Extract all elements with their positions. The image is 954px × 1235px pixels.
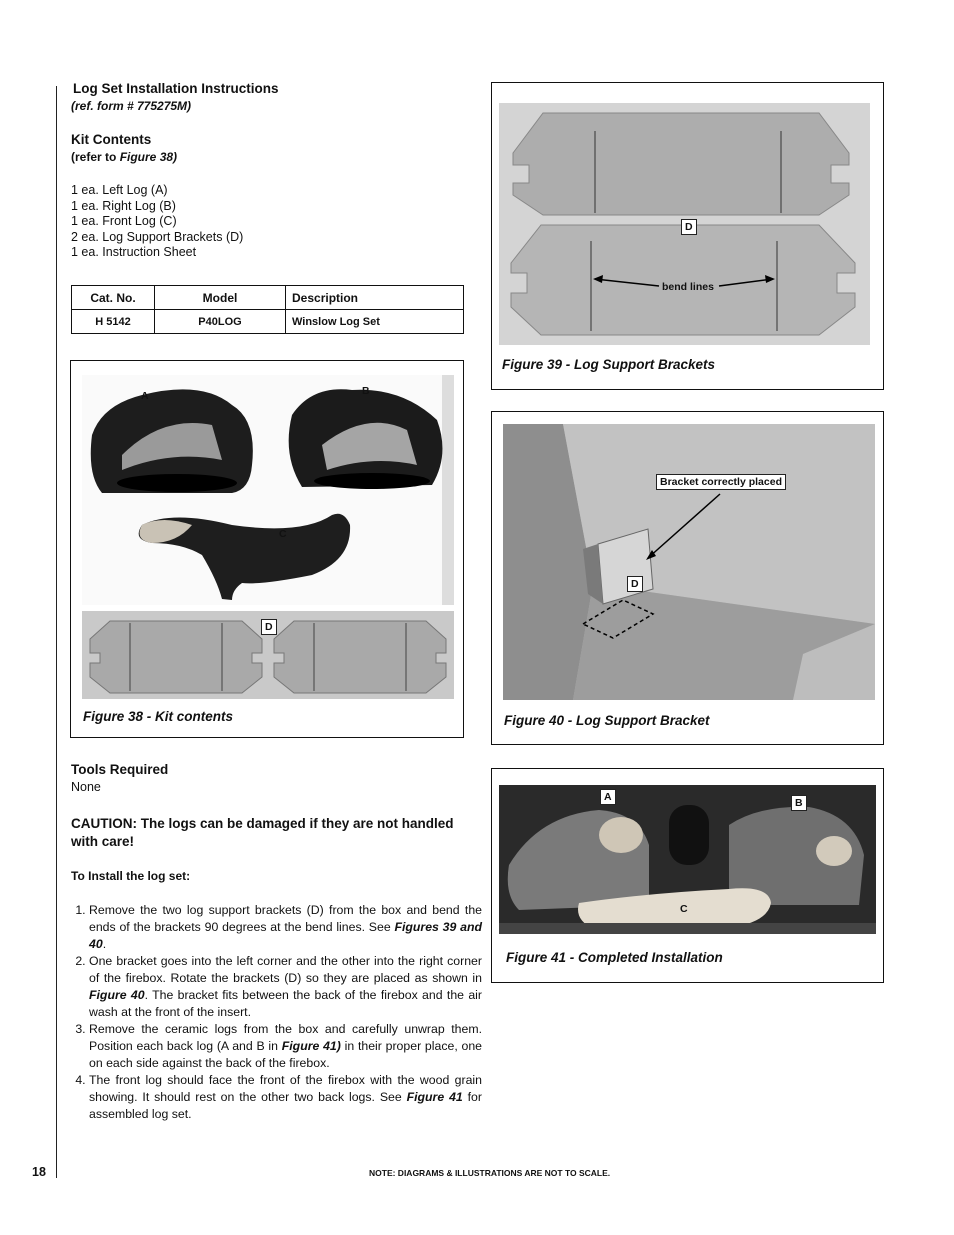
logs-illustration bbox=[82, 375, 454, 605]
kit-item: 2 ea. Log Support Brackets (D) bbox=[71, 229, 244, 244]
label-d: D bbox=[627, 576, 643, 592]
col-model: Model bbox=[155, 286, 286, 310]
bend-lines-label: bend lines bbox=[662, 281, 714, 293]
figure-39-caption: Figure 39 - Log Support Brackets bbox=[502, 357, 716, 372]
kit-logs-photo bbox=[82, 375, 454, 605]
col-cat-no: Cat. No. bbox=[72, 286, 155, 310]
col-description: Description bbox=[286, 286, 464, 310]
kit-heading: Kit Contents bbox=[71, 132, 152, 147]
figure-40-box bbox=[491, 411, 884, 745]
list-item: 2. One bracket goes into the left corner and the other into the right corner of the firebox. Rotate the brackets (D) so they are placed as shown in Figure 40. The bracket fits between the back of the firebox and the air wash at the front of the insert. bbox=[89, 953, 482, 1021]
catalog-table bbox=[71, 285, 464, 334]
kit-item: 1 ea. Right Log (B) bbox=[71, 198, 176, 213]
bracket-callout: Bracket correctly placed bbox=[656, 474, 786, 490]
label-a: A bbox=[141, 390, 149, 402]
kit-item: 1 ea. Instruction Sheet bbox=[71, 245, 197, 260]
label-c: C bbox=[680, 903, 688, 915]
section-title: Log Set Installation Instructions bbox=[73, 81, 279, 96]
figure-38-caption: Figure 38 - Kit contents bbox=[83, 709, 234, 724]
figure-40-caption: Figure 40 - Log Support Bracket bbox=[504, 713, 710, 728]
label-d: D bbox=[261, 619, 277, 635]
page-number: 18 bbox=[32, 1165, 46, 1179]
install-steps bbox=[71, 902, 482, 1123]
cell-cat-no: H 5142 bbox=[72, 310, 155, 334]
reference-form: (ref. form # 775275M) bbox=[71, 99, 192, 113]
label-b: B bbox=[362, 385, 370, 397]
kit-item: 1 ea. Front Log (C) bbox=[71, 214, 177, 229]
cell-description: Winslow Log Set bbox=[286, 310, 464, 334]
figure-39-box bbox=[491, 82, 884, 390]
kit-list bbox=[71, 183, 243, 261]
caution-text: CAUTION: The logs can be damaged if they are not handled with care! bbox=[71, 816, 454, 849]
list-item: 4. The front log should face the front of the firebox with the wood grain showing. It should rest on the other two back logs. See Figure 41 for assembled log set. bbox=[89, 1072, 482, 1123]
label-a: A bbox=[600, 789, 616, 805]
tools-heading: Tools Required bbox=[71, 762, 169, 777]
list-item: 3. Remove the ceramic logs from the box and carefully unwrap them. Position each back log (A and B in Figure 41) in their proper place, one on each side against the back of the firebox. bbox=[89, 1021, 482, 1072]
margin-rule bbox=[56, 86, 57, 1178]
figure-41-box bbox=[491, 768, 884, 983]
label-d: D bbox=[681, 219, 697, 235]
kit-item: 1 ea. Left Log (A) bbox=[71, 183, 168, 197]
install-heading: To Install the log set: bbox=[71, 869, 191, 883]
firebox-illustration bbox=[503, 424, 875, 700]
cell-model: P40LOG bbox=[155, 310, 286, 334]
list-item: 1. Remove the two log support brackets (D) from the box and bend the ends of the brackets 90 degrees at the bend lines. See Figures 39 and 40. bbox=[89, 902, 482, 953]
figure-41-caption: Figure 41 - Completed Installation bbox=[506, 950, 723, 965]
figure-38-box bbox=[70, 360, 464, 738]
label-b: B bbox=[791, 795, 807, 811]
tools-value: None bbox=[71, 780, 101, 794]
table-header-row bbox=[72, 286, 464, 310]
label-c: C bbox=[279, 528, 287, 540]
scale-note: NOTE: DIAGRAMS & ILLUSTRATIONS ARE NOT TO SCALE. bbox=[369, 1168, 611, 1178]
kit-refer: (refer to Figure 38) bbox=[71, 150, 178, 164]
firebox-photo bbox=[503, 424, 875, 700]
table-row bbox=[72, 310, 464, 334]
